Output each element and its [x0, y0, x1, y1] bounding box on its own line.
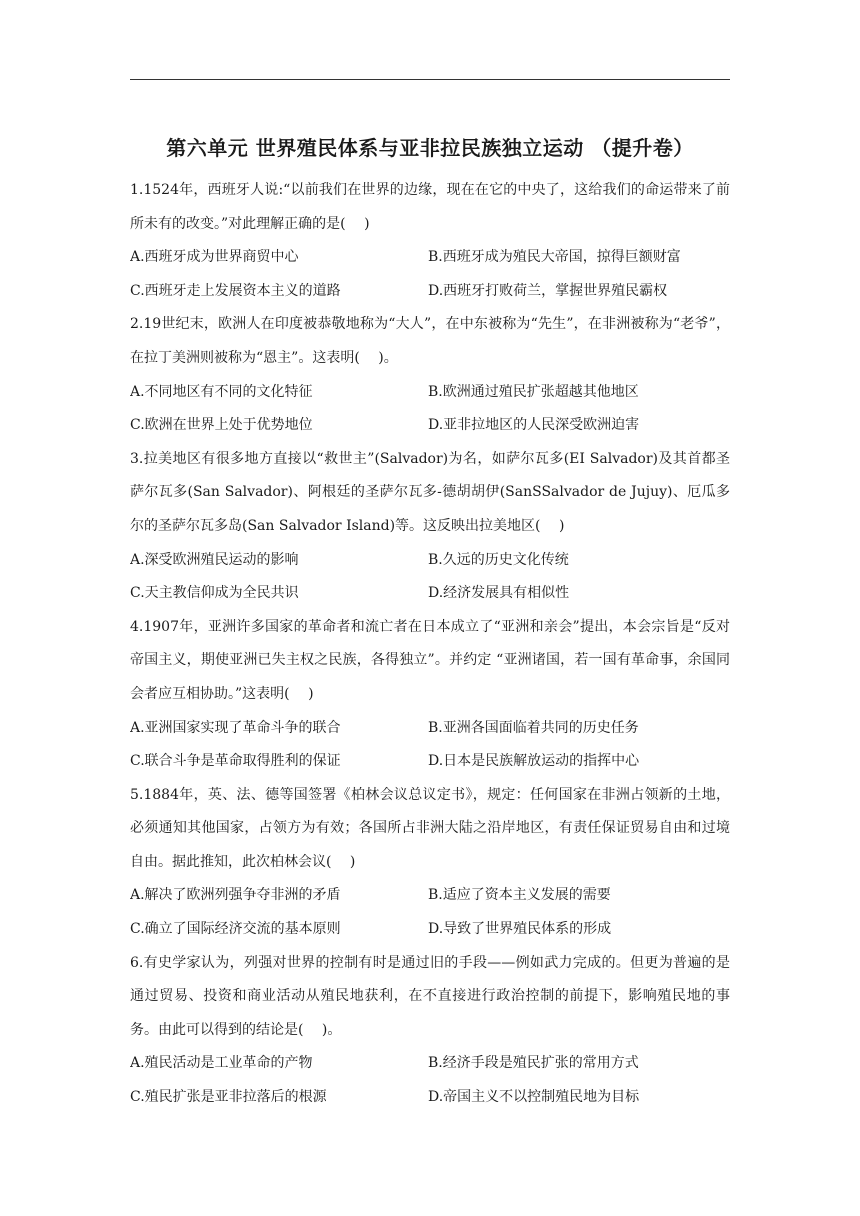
page-title: 第六单元 世界殖民体系与亚非拉民族独立运动 （提升卷）: [166, 136, 694, 160]
option-a: A.深受欧洲殖民运动的影响: [130, 551, 299, 568]
option-grid: [130, 376, 730, 443]
question-list: [130, 174, 730, 1115]
question-5: [130, 779, 730, 947]
option-b: B.亚洲各国面临着共同的历史任务: [428, 719, 639, 736]
question-stem: 1.1524年，西班牙人说:“以前我们在世界的边缘，现在在它的中央了，这给我们的命运带来了前所未有的改变。”对此理解正确的是( ): [130, 182, 730, 232]
question-stem: 4.1907年，亚洲许多国家的革命者和流亡者在日本成立了“亚洲和亲会”提出，本会宗旨是“反对帝国主义，期使亚洲已失主权之民族，各得独立”。并约定 “亚洲诸国，若一国有革命事，余国同会者应互相协助。”这表明( ): [130, 618, 730, 702]
option-b: B.适应了资本主义发展的需要: [428, 887, 611, 904]
option-d: D.经济发展具有相似性: [428, 585, 570, 602]
option-c: C.殖民扩张是亚非拉落后的根源: [130, 1089, 327, 1106]
question-stem: 2.19世纪末，欧洲人在印度被恭敬地称为“大人”，在中东被称为“先生”，在非洲被称为“老爷”，在拉丁美洲则被称为“恩主”。这表明( )。: [130, 316, 730, 366]
option-d: D.帝国主义不以控制殖民地为目标: [428, 1089, 640, 1106]
option-c: C.联合斗争是革命取得胜利的保证: [130, 753, 341, 770]
option-b: B.经济手段是殖民扩张的常用方式: [428, 1055, 639, 1072]
option-c: C.西班牙走上发展资本主义的道路: [130, 282, 341, 299]
question-1: [130, 174, 730, 308]
option-grid: [130, 241, 730, 308]
question-2: [130, 308, 730, 442]
option-b: B.欧洲通过殖民扩张超越其他地区: [428, 383, 639, 400]
option-grid: [130, 1047, 730, 1114]
option-b: B.西班牙成为殖民大帝国，掠得巨额财富: [428, 249, 681, 266]
option-c: C.确立了国际经济交流的基本原则: [130, 921, 341, 938]
option-d: D.西班牙打败荷兰，掌握世界殖民霸权: [428, 282, 668, 299]
header-rule: [130, 79, 730, 80]
option-d: D.导致了世界殖民体系的形成: [428, 921, 612, 938]
option-grid: [130, 544, 730, 611]
option-d: D.亚非拉地区的人民深受欧洲迫害: [428, 417, 640, 434]
question-stem: 6.有史学家认为，列强对世界的控制有时是通过旧的手段——例如武力完成的。但更为普遍的是通过贸易、投资和商业活动从殖民地获利，在不直接进行政治控制的前提下，影响殖民地的事务。由此可以得到的结论是( )。: [130, 954, 730, 1038]
option-b: B.久远的历史文化传统: [428, 551, 569, 568]
option-grid: [130, 879, 730, 946]
option-a: A.解决了欧洲列强争夺非洲的矛盾: [130, 887, 341, 904]
option-c: C.天主教信仰成为全民共识: [130, 585, 299, 602]
option-grid: [130, 712, 730, 779]
option-d: D.日本是民族解放运动的指挥中心: [428, 753, 640, 770]
option-a: A.殖民活动是工业革命的产物: [130, 1055, 313, 1072]
question-stem: 3.拉美地区有很多地方直接以“救世主”(Salvador)为名，如萨尔瓦多(EI Salvador)及其首都圣萨尔瓦多(San Salvador)、阿根廷的圣萨尔瓦多-德胡胡伊(SanSSalvador de Jujuy)、厄瓜多尔的圣萨尔瓦多岛(San Salvador Island)等。这反映出拉美地区( ): [130, 450, 730, 534]
question-stem: 5.1884年，英、法、德等国签署《柏林会议总议定书》，规定：任何国家在非洲占领新的土地，必须通知其他国家，占领方为有效；各国所占非洲大陆之沿岸地区，有责任保证贸易自由和过境自由。据此推知，此次柏林会议( ): [130, 786, 730, 870]
option-a: A.亚洲国家实现了革命斗争的联合: [130, 719, 341, 736]
option-a: A.不同地区有不同的文化特征: [130, 383, 313, 400]
option-c: C.欧洲在世界上处于优势地位: [130, 417, 313, 434]
option-a: A.西班牙成为世界商贸中心: [130, 249, 299, 266]
question-6: [130, 947, 730, 1115]
question-3: [130, 443, 730, 611]
question-4: [130, 611, 730, 779]
